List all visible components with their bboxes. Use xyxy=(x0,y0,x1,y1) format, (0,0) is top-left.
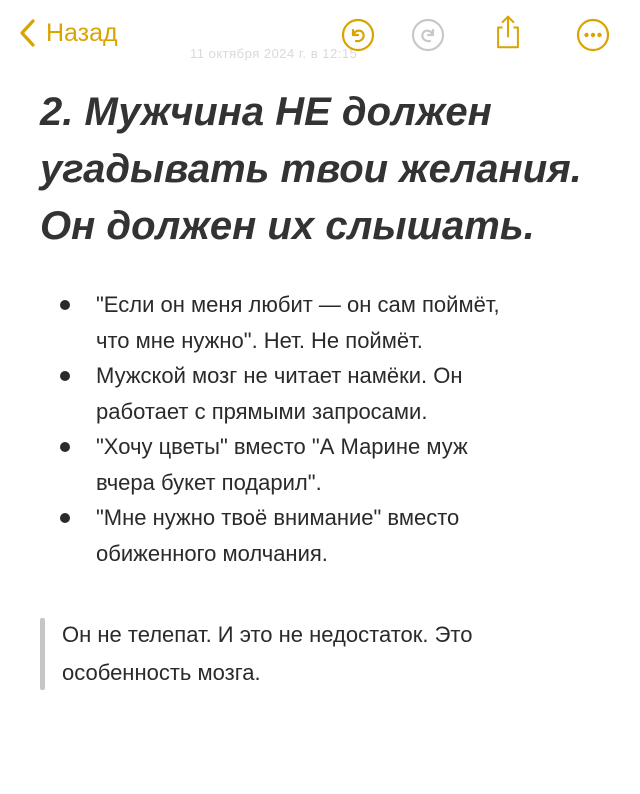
undo-button[interactable] xyxy=(340,17,376,53)
list-item-text: "Хочу цветы" вместо "А Марине муж xyxy=(96,434,468,459)
quote-bar xyxy=(40,618,45,690)
list-item-text: работает с прямыми запросами. xyxy=(96,398,428,424)
title-line: Он должен их слышать. xyxy=(40,204,535,248)
title-line: угадывать твои желания. xyxy=(40,147,582,191)
bullet-list[interactable] xyxy=(58,287,618,571)
list-item-text: "Мне нужно твоё внимание" вместо xyxy=(96,505,460,530)
list-item xyxy=(58,429,618,500)
list-item xyxy=(58,358,618,429)
title-line: 2. Мужчина НЕ должен xyxy=(40,90,492,134)
list-item-text: обиженного молчания. xyxy=(96,540,328,566)
quote-text-line: Он не телепат. И это не недостаток. Это xyxy=(62,622,473,647)
chevron-left-icon xyxy=(18,18,36,48)
more-button[interactable] xyxy=(575,17,611,53)
notes-toolbar xyxy=(0,0,640,72)
bullet-dot xyxy=(60,371,70,381)
note-date: 11 октября 2024 г. в 12:15 xyxy=(190,46,358,61)
quote-text-line: особенность мозга. xyxy=(62,660,261,685)
list-item xyxy=(58,287,618,358)
list-item-text: Мужской мозг не читает намёки. Он xyxy=(96,363,463,388)
share-button[interactable] xyxy=(490,14,526,50)
note-title[interactable] xyxy=(40,84,615,255)
list-item-text: что мне нужно". Нет. Не поймёт. xyxy=(96,327,423,353)
bullet-dot xyxy=(60,442,70,452)
more-icon xyxy=(575,17,611,53)
bullet-dot xyxy=(60,300,70,310)
redo-icon xyxy=(410,17,446,53)
back-button[interactable] xyxy=(18,18,118,48)
bullet-dot xyxy=(60,513,70,523)
redo-button[interactable] xyxy=(410,17,446,53)
share-icon xyxy=(490,14,526,50)
list-item-text: вчера букет подарил". xyxy=(96,469,322,495)
list-item xyxy=(58,500,618,571)
undo-icon xyxy=(340,17,376,53)
list-item-text: "Если он меня любит — он сам поймёт, xyxy=(96,292,500,317)
back-label: Назад xyxy=(46,18,118,47)
